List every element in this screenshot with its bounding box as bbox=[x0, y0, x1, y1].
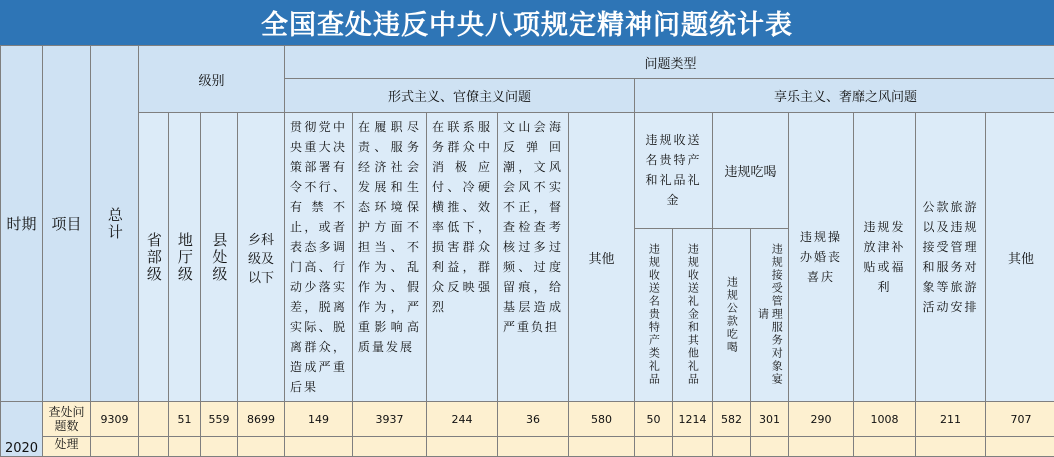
level-prefecture: 地厅级 bbox=[169, 113, 201, 402]
eat-col-banquet: 违规接受管理服务对象宴请 bbox=[751, 228, 789, 401]
formalism-col-4: 文山会海反弹回潮，文风会风不实不正，督查检查考核过多过频、过度留痕，给基层造成严重负担 bbox=[498, 113, 569, 402]
formalism-col-1: 贯彻党中央重大决策部署有令不行、有禁不止，或者表态多调门高、行动少落实差，脱离实际、脱离群众，造成严重后果 bbox=[285, 113, 353, 402]
cell: 580 bbox=[569, 402, 635, 437]
gift-col-specialty: 违规收送名贵特产类礼品 bbox=[635, 228, 673, 401]
cell: 707 bbox=[986, 402, 1054, 437]
cell: 8699 bbox=[238, 402, 285, 437]
formalism-col-3: 在联系服务群众中消极应付、冷硬横推、效率低下，损害群众利益，群众反映强烈 bbox=[427, 113, 498, 402]
formalism-col-2: 在履职尽责、服务经济社会发展和生态环境保护方面不担当、不作为、乱作为、假作为，严重影响高质量发展 bbox=[353, 113, 427, 402]
level-provincial: 省部级 bbox=[139, 113, 169, 402]
header-item: 项目 bbox=[43, 46, 91, 402]
header-level: 级别 bbox=[139, 46, 285, 113]
level-township: 乡科级及以下 bbox=[238, 113, 285, 402]
page-title: 全国查处违反中央八项规定精神问题统计表 bbox=[0, 0, 1054, 45]
cell: 50 bbox=[635, 402, 673, 437]
header-formalism: 形式主义、官僚主义问题 bbox=[285, 79, 635, 113]
row-item: 处理 bbox=[43, 437, 91, 457]
cell: 1008 bbox=[854, 402, 916, 437]
row-item: 查处问题数 bbox=[43, 402, 91, 437]
cell: 149 bbox=[285, 402, 353, 437]
cell: 9309 bbox=[91, 402, 139, 437]
hedonism-col-wedding: 违规操办婚丧喜庆 bbox=[789, 113, 854, 402]
header-eat: 违规吃喝 bbox=[713, 113, 789, 229]
hedonism-col-allowance: 违规发放津补贴或福利 bbox=[854, 113, 916, 402]
cell: 211 bbox=[916, 402, 986, 437]
table-row bbox=[1, 402, 1054, 437]
hedonism-col-travel: 公款旅游以及违规接受管理和服务对象等旅游活动安排 bbox=[916, 113, 986, 402]
cell: 301 bbox=[751, 402, 789, 437]
hedonism-col-other: 其他 bbox=[986, 113, 1054, 402]
cell: 51 bbox=[169, 402, 201, 437]
header-period: 时期 bbox=[1, 46, 43, 402]
cell: 3937 bbox=[353, 402, 427, 437]
gift-col-money: 违规收送礼金和其他礼品 bbox=[673, 228, 713, 401]
cell bbox=[139, 402, 169, 437]
formalism-col-other: 其他 bbox=[569, 113, 635, 402]
eat-col-public: 违规公款吃喝 bbox=[713, 228, 751, 401]
row-period: 2020 bbox=[1, 402, 43, 457]
cell: 1214 bbox=[673, 402, 713, 437]
header-hedonism: 享乐主义、奢靡之风问题 bbox=[635, 79, 1054, 113]
header-gift: 违规收送名贵特产和礼品礼金 bbox=[635, 113, 713, 229]
statistics-table bbox=[0, 45, 1054, 457]
cell: 559 bbox=[201, 402, 238, 437]
cell: 582 bbox=[713, 402, 751, 437]
cell: 244 bbox=[427, 402, 498, 437]
cell: 36 bbox=[498, 402, 569, 437]
level-county: 县处级 bbox=[201, 113, 238, 402]
header-total: 总计 bbox=[91, 46, 139, 402]
header-problem-type: 问题类型 bbox=[285, 46, 1054, 79]
cell: 290 bbox=[789, 402, 854, 437]
